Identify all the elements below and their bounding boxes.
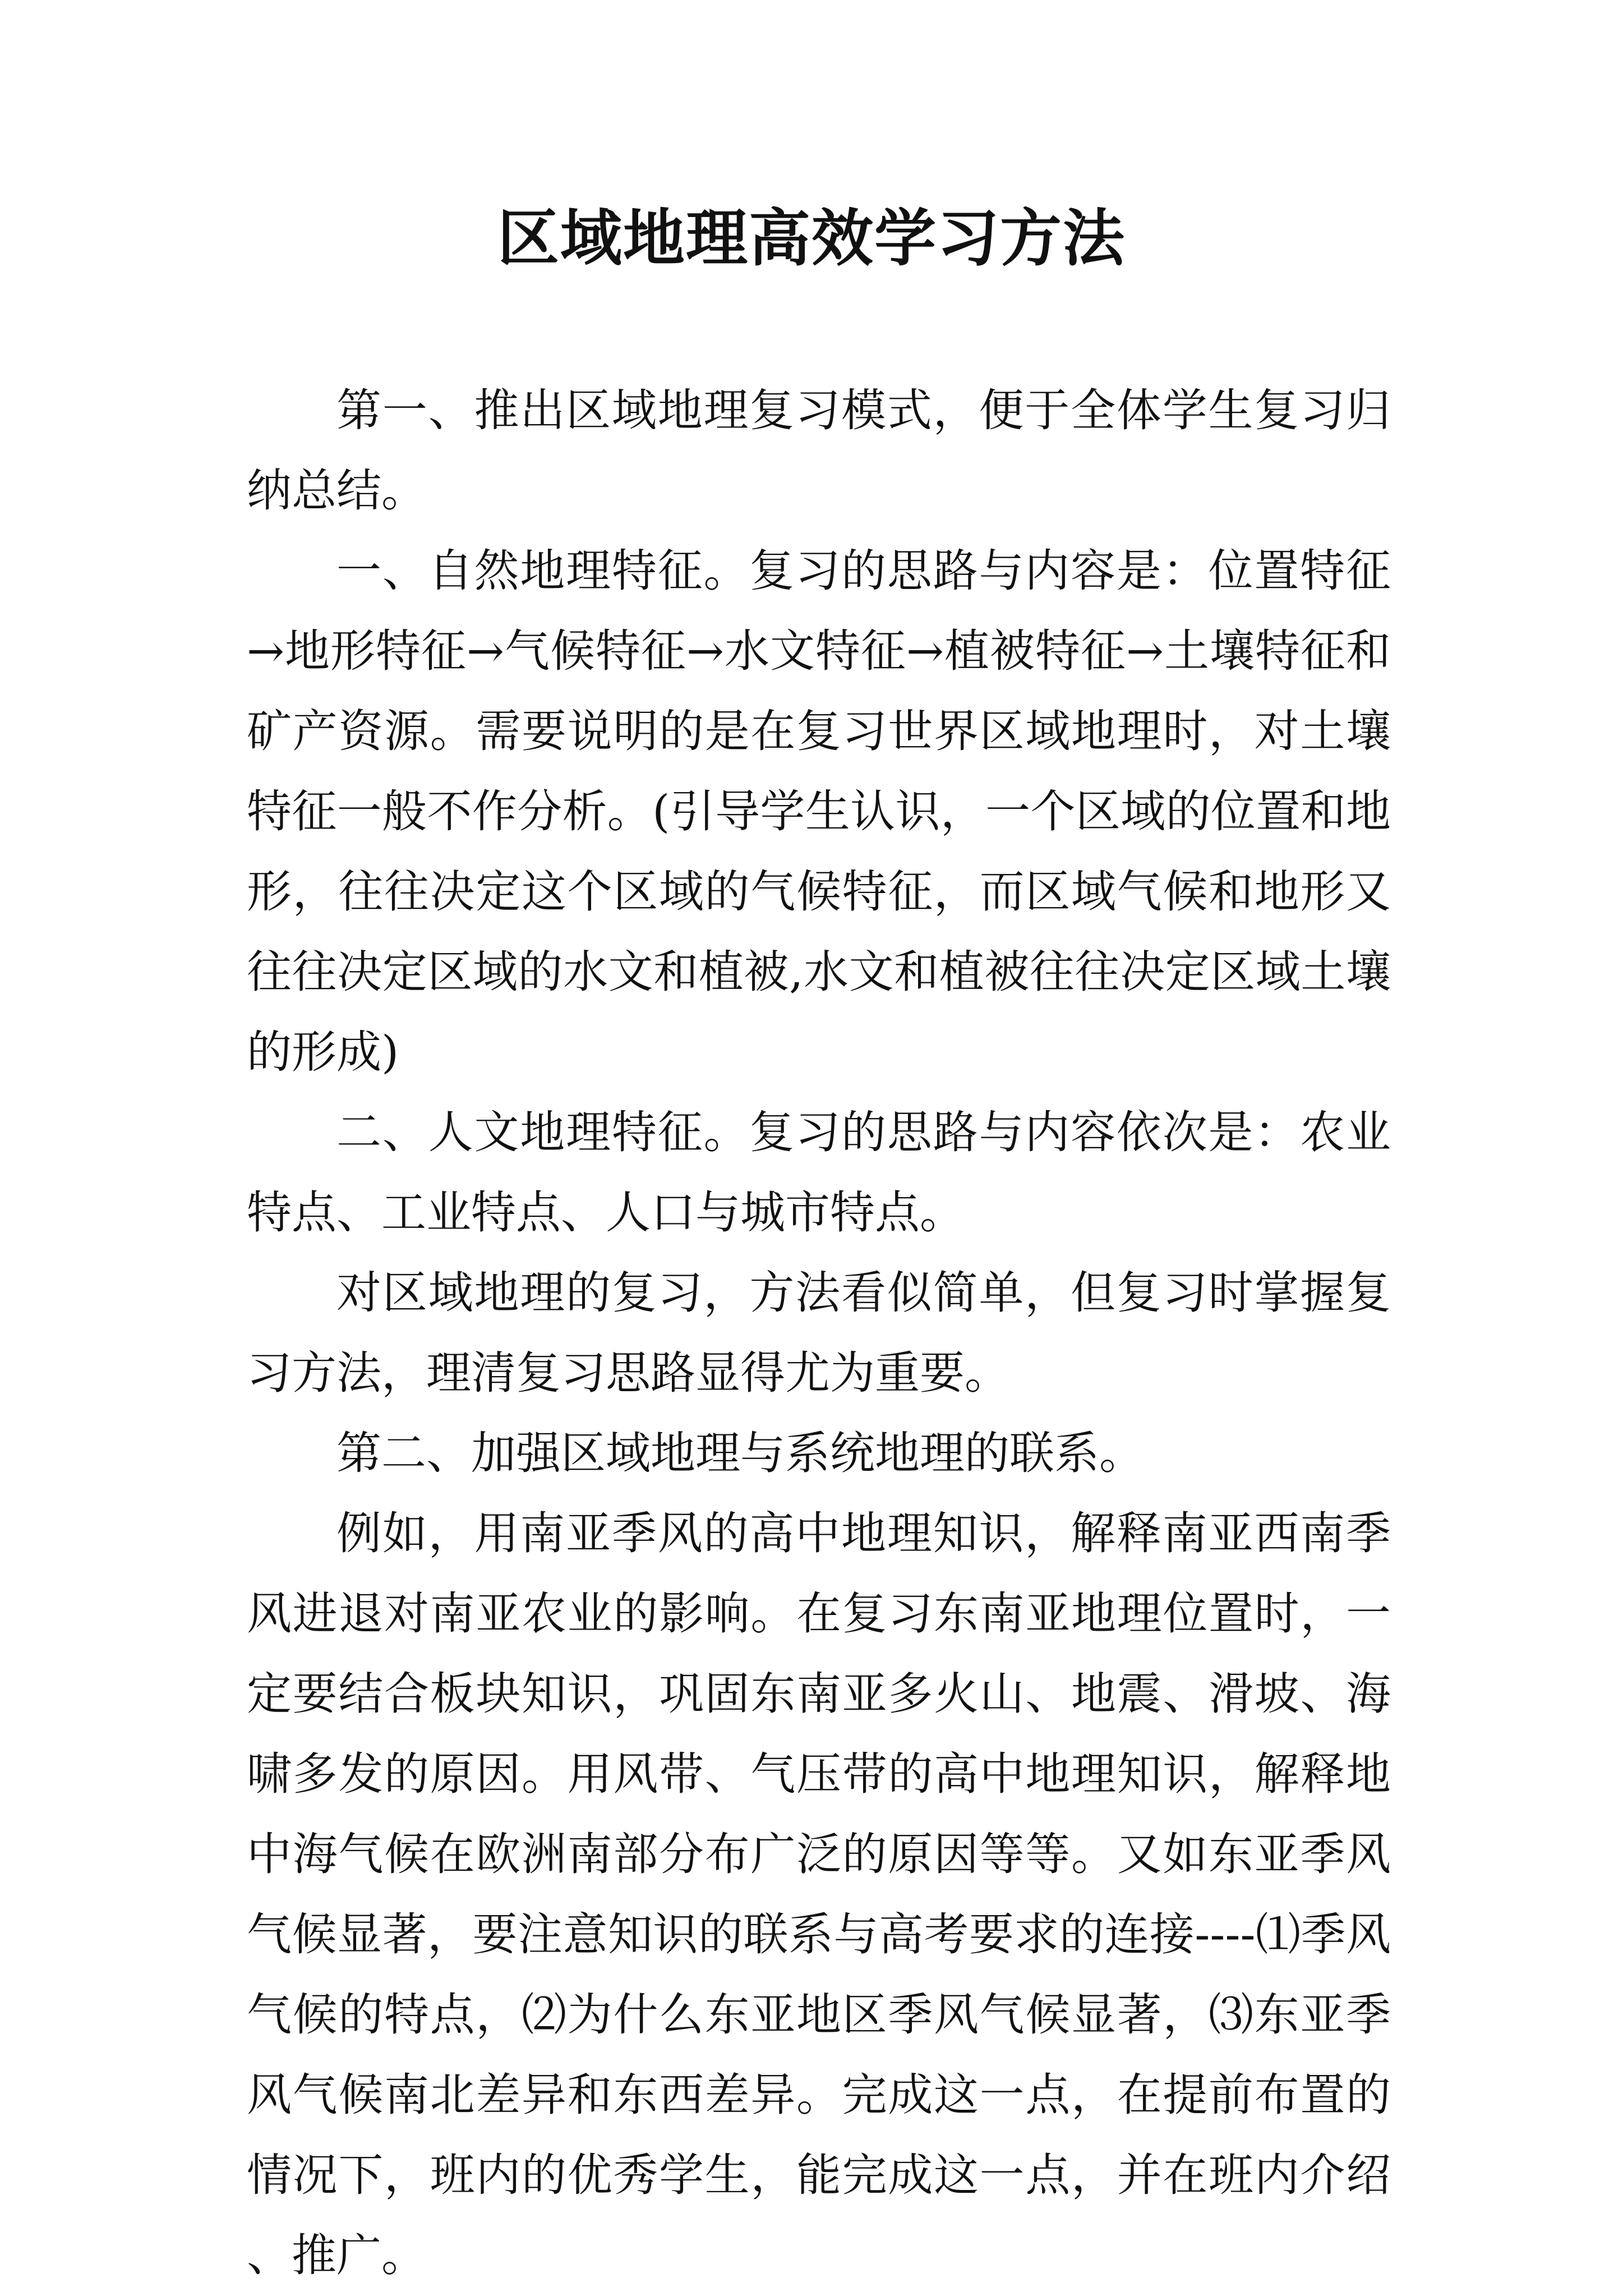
paragraph-human-features: 二、人文地理特征。复习的思路与内容依次是：农业特点、工业特点、人口与城市特点。 — [247, 1106, 1391, 1239]
paragraph-intro: 第一、推出区域地理复习模式，便于全体学生复习归纳总结。 — [247, 384, 1391, 517]
paragraph-second-point: 第二、加强区域地理与系统地理的联系。 — [336, 1427, 1144, 1479]
page-title: 区域地理高效学习方法 — [497, 202, 1126, 274]
document-body — [247, 370, 1391, 2295]
paragraph-natural-features: 一、自然地理特征。复习的思路与内容是：位置特征→地形特征→气候特征→水文特征→植被特征→土壤特征和矿产资源。需要说明的是在复习世界区域地理时，对土壤特征一般不作分析。(引导学生认识，一个区域的位置和地形，往往决定这个区域的气候特征，而区域气候和地形又往往决定区域的水文和植被,水文和植被往往决定区域土壤的形成) — [247, 545, 1391, 1078]
paragraph-examples: 例如，用南亚季风的高中地理知识，解释南亚西南季风进退对南亚农业的影响。在复习东南亚地理位置时，一定要结合板块知识，巩固东南亚多火山、地震、滑坡、海啸多发的原因。用风带、气压带的高中地理知识，解释地中海气候在欧洲南部分布广泛的原因等等。又如东亚季风气候显著，要注意知识的联系与高考要求的连接----⑴季风气候的特点，⑵为什么东亚地区季风气候显著，⑶东亚季风气候南北差异和东西差异。完成这一点，在提前布置的情况下，班内的优秀学生，能完成这一点，并在班内介绍、推广。 — [247, 1507, 1391, 2281]
paragraph-review-method: 对区域地理的复习，方法看似简单，但复习时掌握复习方法，理清复习思路显得尤为重要。 — [247, 1267, 1391, 1399]
